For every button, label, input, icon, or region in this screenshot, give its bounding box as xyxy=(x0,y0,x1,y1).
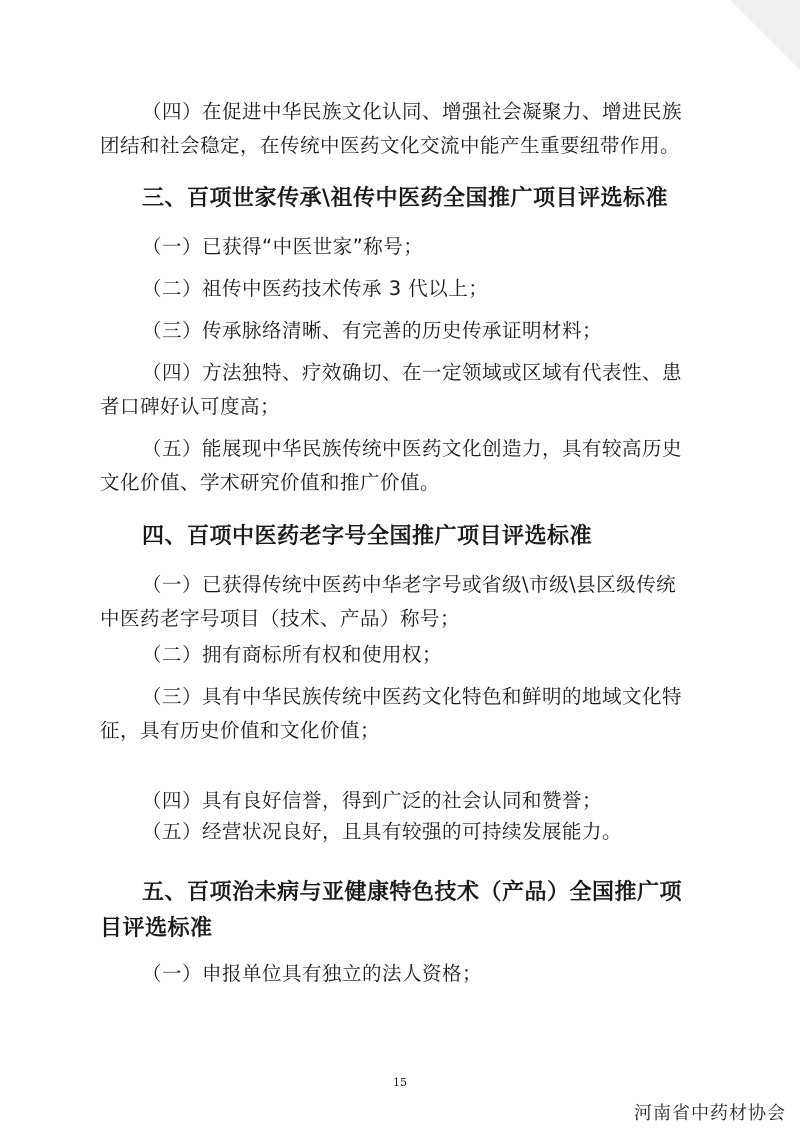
page-corner-shade xyxy=(730,0,800,70)
paragraph-h3-1 xyxy=(100,230,700,264)
heading-line: 五、百项治未病与亚健康特色技术（产品）全国推广项 xyxy=(142,880,683,905)
text-line: 团结和社会稳定，在传统中医药文化交流中能产生重要纽带作用。 xyxy=(100,134,681,157)
text-line: 文化价值、学术研究价值和推广价值。 xyxy=(100,471,441,494)
text-line: （三）具有中华民族传统中医药文化特色和鲜明的地域文化特 xyxy=(142,685,683,708)
text-line: （三）传承脉络清晰、有完善的历史传承证明材料； xyxy=(142,319,603,342)
text-line: （四）方法独特、疗效确切、在一定领域或区域有代表性、患 xyxy=(142,361,683,384)
paragraph-3-4 xyxy=(100,95,700,163)
paragraph-h3-5 xyxy=(100,432,700,500)
paragraph-h4-1 xyxy=(100,568,700,636)
paragraph-h3-4 xyxy=(100,356,700,424)
paragraph-h4-5 xyxy=(100,815,700,849)
heading-line: 目评选标准 xyxy=(100,916,213,941)
text-line: 中医药老字号项目（技术、产品）称号； xyxy=(100,607,461,630)
section-heading-3: 三、百项世家传承\祖传中医药全国推广项目评选标准 xyxy=(142,186,669,211)
text-line: （一）已获得传统中医药中华老字号或省级\市级\县区级传统 xyxy=(142,573,677,596)
text-line: 者口碑好认可度高； xyxy=(100,395,281,418)
text-line: 征，具有历史价值和文化价值； xyxy=(100,719,381,742)
text-line: （一）已获得“中医世家”称号； xyxy=(142,235,424,258)
text-line: （一）申报单位具有独立的法人资格； xyxy=(142,962,483,985)
paragraph-h3-2 xyxy=(100,272,700,306)
paragraph-h4-2 xyxy=(100,638,700,672)
section-heading-4: 四、百项中医药老字号全国推广项目评选标准 xyxy=(142,524,593,549)
footer-organization: 河南省中药材协会 xyxy=(634,1103,786,1124)
paragraph-h5-1 xyxy=(100,957,700,991)
text-line: （四）在促进中华民族文化认同、增强社会凝聚力、增进民族 xyxy=(142,100,683,123)
paragraph-h3-3 xyxy=(100,314,700,348)
text-line: （五）能展现中华民族传统中医药文化创造力，具有较高历史 xyxy=(142,437,683,460)
text-line: （二）拥有商标所有权和使用权； xyxy=(142,643,443,666)
section-heading-5 xyxy=(100,875,683,947)
text-line: （五）经营状况良好，且具有较强的可持续发展能力。 xyxy=(142,820,623,843)
paragraph-h4-3 xyxy=(100,680,700,748)
text-line: （二）祖传中医药技术传承 3 代以上； xyxy=(142,277,489,300)
text-line: （四）具有良好信誉，得到广泛的社会认同和赞誉； xyxy=(142,789,603,812)
paragraph-h4-4 xyxy=(100,784,700,818)
page-number: 15 xyxy=(393,1076,407,1089)
